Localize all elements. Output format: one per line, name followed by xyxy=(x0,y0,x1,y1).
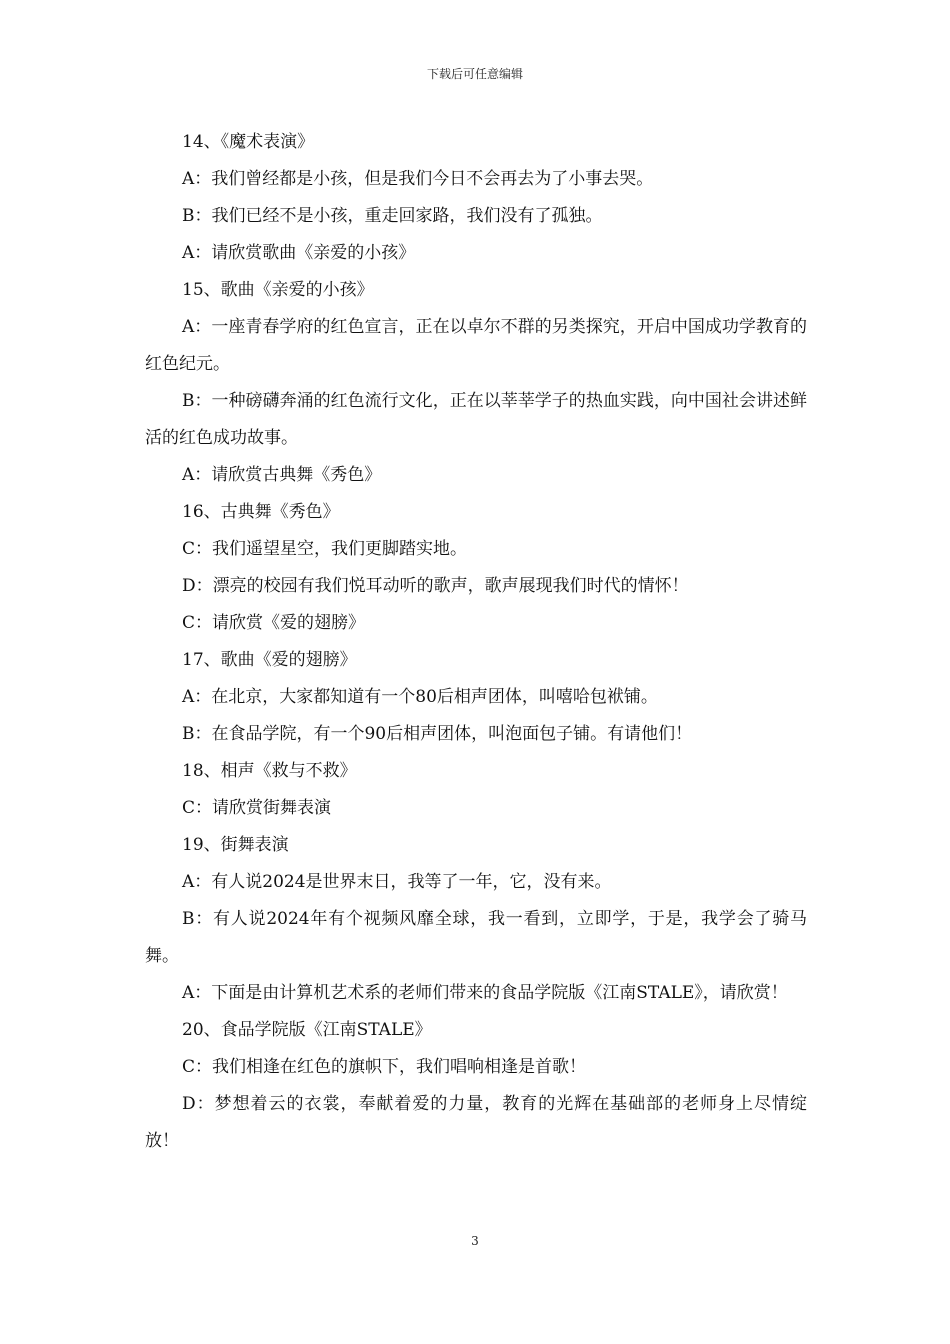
paragraph: C：请欣赏《爱的翅膀》 xyxy=(182,613,366,633)
paragraph: C：请欣赏街舞表演 xyxy=(182,798,332,818)
paragraph: A：我们曾经都是小孩，但是我们今日不会再去为了小事去哭。 xyxy=(182,169,654,189)
paragraph-16-title: 16、古典舞《秀色》 xyxy=(182,502,340,522)
paragraph-14-title: 14、《魔术表演》 xyxy=(182,132,315,152)
paragraph: D：漂亮的校园有我们悦耳动听的歌声，歌声展现我们时代的情怀！ xyxy=(182,576,689,596)
paragraph: D：梦想着云的衣裳，奉献着爱的力量，教育的光辉在基础部的老师身上尽情绽放！ xyxy=(145,1094,807,1151)
paragraph-17-title: 17、歌曲《爱的翅膀》 xyxy=(182,650,357,670)
paragraph-15-title: 15、歌曲《亲爱的小孩》 xyxy=(182,280,374,300)
paragraph: B：我们已经不是小孩，重走回家路，我们没有了孤独。 xyxy=(182,206,603,226)
paragraph: B：有人说2024年有个视频风靡全球，我一看到，立即学，于是，我学会了骑马舞。 xyxy=(145,909,807,966)
page-header: 下载后可任意编辑 xyxy=(426,67,523,81)
paragraph: C：我们遥望星空，我们更脚踏实地。 xyxy=(182,539,468,559)
paragraph-19-title: 19、街舞表演 xyxy=(182,835,289,855)
paragraph: A：请欣赏歌曲《亲爱的小孩》 xyxy=(182,243,416,263)
paragraph: C：我们相逢在红色的旗帜下，我们唱响相逢是首歌！ xyxy=(182,1057,587,1077)
page-number: 3 xyxy=(471,1234,479,1248)
paragraph-18-title: 18、相声《救与不救》 xyxy=(182,761,357,781)
paragraph: A：请欣赏古典舞《秀色》 xyxy=(182,465,382,485)
paragraph: B：一种磅礴奔涌的红色流行文化，正在以莘莘学子的热血实践，向中国社会讲述鲜活的红色成功故事。 xyxy=(145,391,807,448)
paragraph: B：在食品学院，有一个90后相声团体，叫泡面包子铺。有请他们！ xyxy=(182,724,693,744)
document-body xyxy=(145,124,807,1160)
paragraph: A：下面是由计算机艺术系的老师们带来的食品学院版《江南STALE》，请欣赏！ xyxy=(182,983,788,1003)
paragraph: A：在北京，大家都知道有一个80后相声团体，叫嘻哈包袱铺。 xyxy=(182,687,658,707)
paragraph: A：有人说2024是世界末日，我等了一年，它，没有来。 xyxy=(182,872,612,892)
paragraph-20-title: 20、食品学院版《江南STALE》 xyxy=(182,1020,432,1040)
paragraph: A：一座青春学府的红色宣言，正在以卓尔不群的另类探究，开启中国成功学教育的红色纪元。 xyxy=(145,317,807,374)
